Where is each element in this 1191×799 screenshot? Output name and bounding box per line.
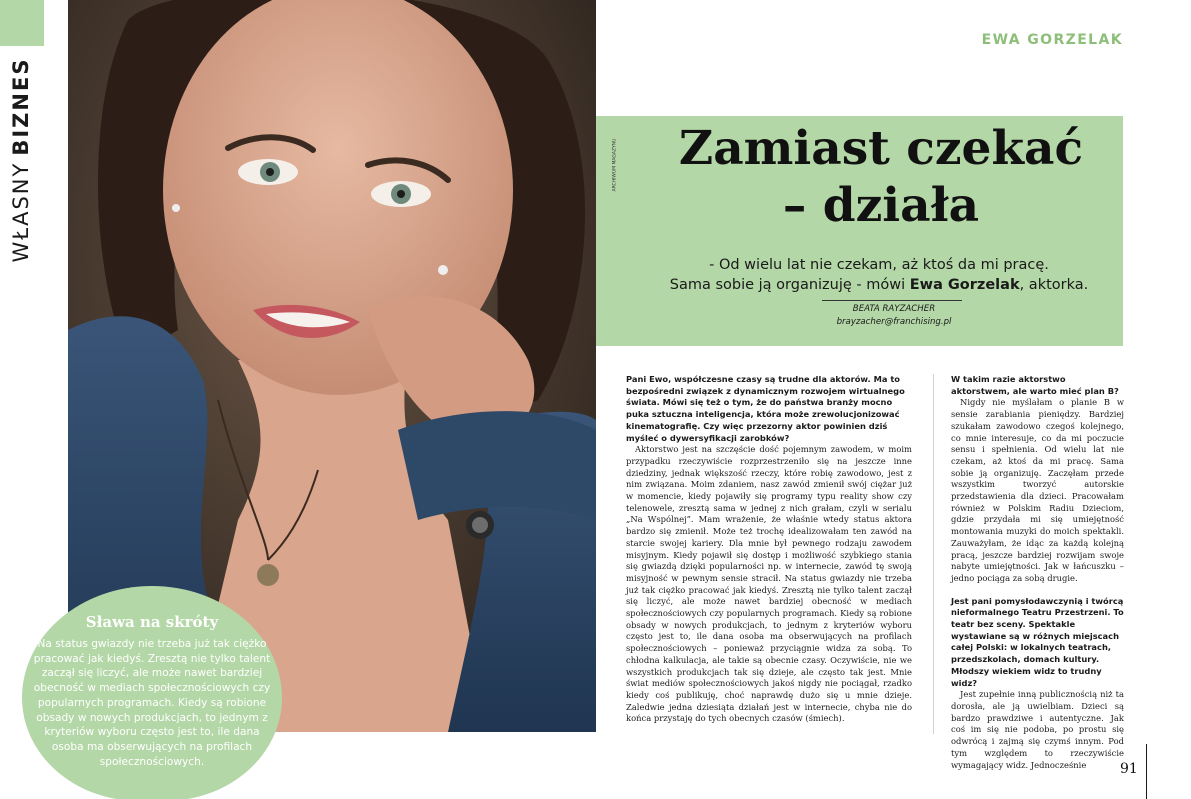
lead-line-2-start: Sama sobie ją organizuję - mówi xyxy=(669,277,910,293)
page-number: 91 xyxy=(1120,761,1138,777)
byline-author: BEATA RAYZACHER xyxy=(852,304,936,314)
column-divider xyxy=(933,374,934,734)
interview-question: W takim razie aktorstwo aktorstwem, ale warto mieć plan B? xyxy=(951,374,1119,396)
headline-line-2: – działa xyxy=(782,178,980,233)
section-label xyxy=(9,58,33,263)
sidebar-title: Sława na skróty xyxy=(85,613,219,631)
interview-question: Jest pani pomysłodawczynią i twórcą nieformalnego Teatru Przestrzeni. To teatr bez sceny. Spektakle wystawiane są w różnych miejscach całej Polski: w lokalnych teatrach, przedszkolach, domach kultury. Młodszy wiekiem widz to trudny widz? xyxy=(951,595,1124,688)
byline-email: brayzacher@franchising.pl xyxy=(836,317,952,327)
lead-interviewee-name: Ewa Gorzelak xyxy=(909,277,1020,293)
headline-line-1: Zamiast czekać xyxy=(678,121,1084,176)
lead-paragraph xyxy=(626,255,1132,295)
byline-divider xyxy=(822,300,962,301)
article-column-1 xyxy=(626,374,912,725)
lead-line-2 xyxy=(626,275,1132,295)
photo-credit: ARCHIWUM MAGAZYNU xyxy=(612,138,618,192)
interview-answer: Nigdy nie myślałam o planie B w sensie zarabiania pieniędzy. Bardziej szukałam zawodowo czegoś kolejnego, co mnie interesuje, co da mi poczucie sensu i spełnienia. Od wielu lat nie czekam, aż ktoś da mi pracę. Sama sobie ją organizuję. Zaczęłam przede wszystkim tworzyć autorskie przedstawienia dla dzieci. Pracowałam również w Polskim Radiu Dzieciom, gdzie przydała mi się umiejętność montowania muzyki do moich spektakli. Zauważyłam, że idąc za każdą kolejną pracą, jeszcze bardziej rozwijam swoje nabyte umiejętności. Jak w łańcuszku – jedno pociąga za sobą drugie. xyxy=(951,397,1124,583)
section-corner-tab xyxy=(0,0,44,46)
section-label-light: WŁASNY xyxy=(9,161,33,263)
sidebar-text: Na status gwiazdy nie trzeba już tak ciężko pracować jak kiedyś. Zresztą nie tylko talent zaczął się liczyć, ale może nawet bardziej obecność w mediach społecznościowych czy popularnych programach. Kiedy są robione obsady w nowych produkcjach, to jednym z kryteriów wyboru często jest to, ile dana osoba ma obserwujących na profilach społecznościowych. xyxy=(33,638,271,768)
headline xyxy=(596,120,1166,234)
interview-answer: Jest zupełnie inną publicznością niż ta dorosła, ale ją uwielbiam. Dzieci są bardzo prawdziwe i autentyczne. Jak coś im się nie podoba, po prostu się odwrócą i zajmą się czymś innym. Pod tym względem to rzeczywiście wymagający widz. Jednocześnie xyxy=(951,689,1124,770)
article-column-2 xyxy=(951,374,1124,771)
lead-line-1: - Od wielu lat nie czekam, aż ktoś da mi pracę. xyxy=(709,257,1049,273)
byline xyxy=(780,303,1008,329)
interview-answer: Aktorstwo jest na szczęście dość pojemnym zawodem, w moim przypadku rzeczywiście rozprzestrzeniło się na jeszcze inne dziedziny, jednak większość rzeczy, które robię zawodowo, jest z nim związana. Moim zdaniem, nasz zawód zmienił swój ciężar już w momencie, kiedy pojawiły się programy typu reality show czy telenowele, zresztą sama w jednej z nich grałam, czyli w serialu „Na Wspólnej”. Mam wrażenie, że właśnie wtedy status aktora bardzo się zmienił. Może też trochę idealizowałam ten zawód na starcie swojej kariery. Dla mnie był pewnego rodzaju zawodem misyjnym. Kiedy pojawił się dostęp i możliwość szybkiego stania się gwiazdą dzięki popularności np. w internecie, zawód tę swoją misyjność w pewnym sensie stracił. Na status gwiazdy nie trzeba już tak ciężko pracować jak kiedyś. Zresztą nie tylko talent zaczął się liczyć, ale może nawet bardziej obecność w mediach społecznościowych czy popularnych programach. Kiedy są robione obsady w nowych produkcjach, to jednym z kryteriów wyboru często jest to, ile dana osoba ma obserwujących na profilach społecznościowych – ponieważ przyciągnie widza za sobą. To chłodna kalkulacja, ale takie są obecnie czasy. Oczywiście, nie we wszystkich produkcjach tak się dzieje, ale często tak jest. Mnie świat mediów społecznościowych jakoś nigdy nie pociągał, rzadko kiedy coś publikuję, choć naprawdę dużo się u mnie dzieje. Zaledwie jedna dziesiąta działań jest w internecie, chyba nie do końca przystaję do tych obecnych czasów (śmiech). xyxy=(626,444,912,724)
page-number-rule xyxy=(1146,744,1147,799)
header-author-name: EWA GORZELAK xyxy=(981,32,1123,48)
interview-question: Pani Ewo, współczesne czasy są trudne dla aktorów. Ma to bezpośredni związek z dynamicznym rozwojem wirtualnego świata. Mówi się też o tym, że do państwa branży mocno puka sztuczna inteligencja, która może zrewolucjonizować kinematografię. Czy więc przezorny aktor powinien dziś myśleć o dywersyfikacji zarobków? xyxy=(626,374,905,443)
section-label-bold: BIZNES xyxy=(9,57,33,156)
lead-line-2-end: , aktorka. xyxy=(1019,277,1089,293)
